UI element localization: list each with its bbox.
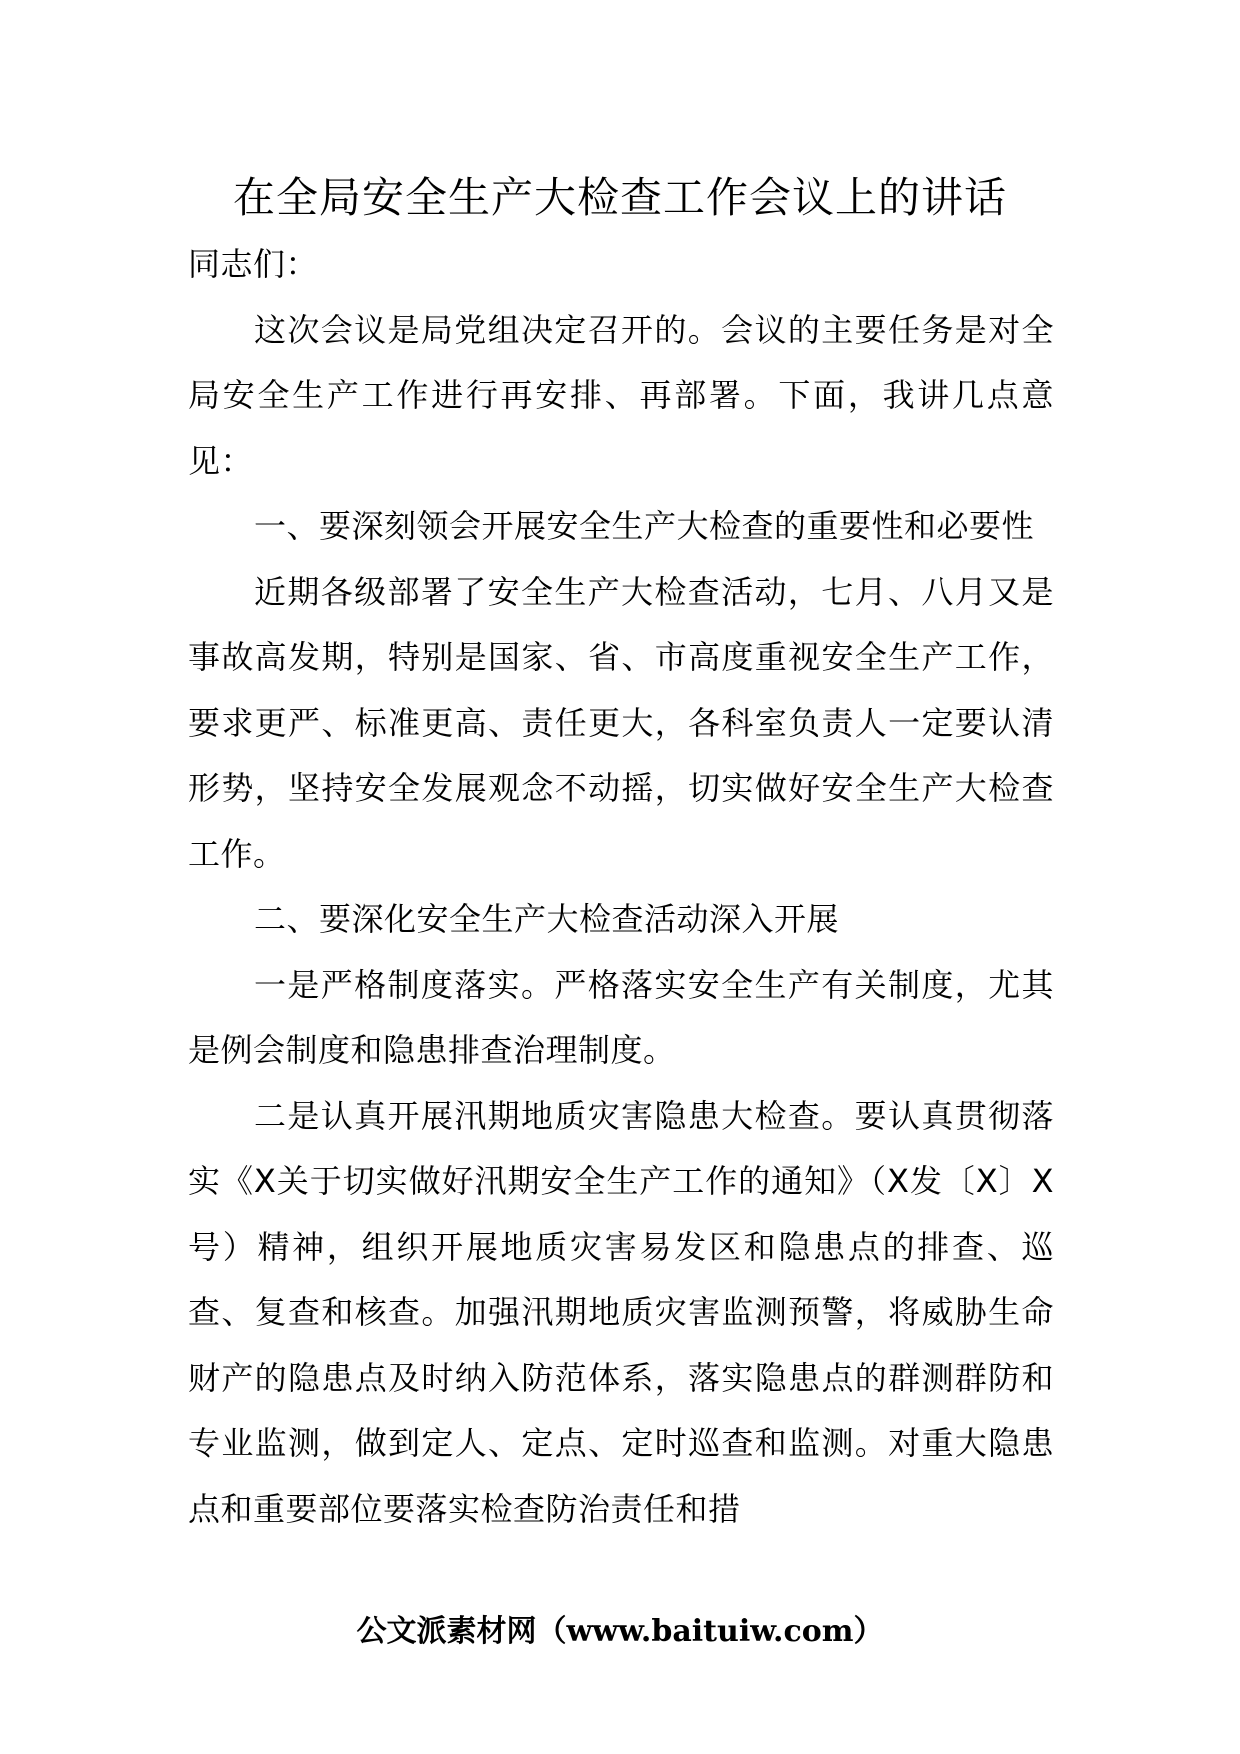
- paragraph-item-2: 二是认真开展汛期地质灾害隐患大检查。要认真贯彻落实《X关于切实做好汛期安全生产工作的通知》（X发〔X〕X号）精神，组织开展地质灾害易发区和隐患点的排查、巡查、复查和核查。加强汛期地质灾害监测预警，将威胁生命财产的隐患点及时纳入防范体系，落实隐患点的群测群防和专业监测，做到定人、定点、定时巡查和监测。对重大隐患点和重要部位要落实检查防治责任和措: [188, 1096, 1054, 1528]
- section-heading-1: 一、要深刻领会开展安全生产大检查的重要性和必要性: [254, 507, 1035, 545]
- footer-watermark: 公文派素材网（www.baituiw.com）: [356, 1614, 884, 1649]
- paragraph-intro: 这次会议是局党组决定召开的。会议的主要任务是对全局安全生产工作进行再安排、再部署。下面，我讲几点意见：: [188, 310, 1054, 480]
- paragraph-section-1: 近期各级部署了安全生产大检查活动，七月、八月又是事故高发期，特别是国家、省、市高度重视安全生产工作，要求更严、标准更高、责任更大，各科室负责人一定要认清形势，坚持安全发展观念不动摇，切实做好安全生产大检查工作。: [188, 572, 1054, 873]
- document-body: [188, 232, 1054, 1542]
- salutation: 同志们：: [188, 245, 319, 283]
- paragraph-item-1: 一是严格制度落实。严格落实安全生产有关制度，尤其是例会制度和隐患排查治理制度。: [188, 965, 1054, 1069]
- document-title: 在全局安全生产大检查工作会议上的讲话: [232, 173, 1007, 222]
- section-heading-2: 二、要深化安全生产大检查活动深入开展: [254, 900, 840, 938]
